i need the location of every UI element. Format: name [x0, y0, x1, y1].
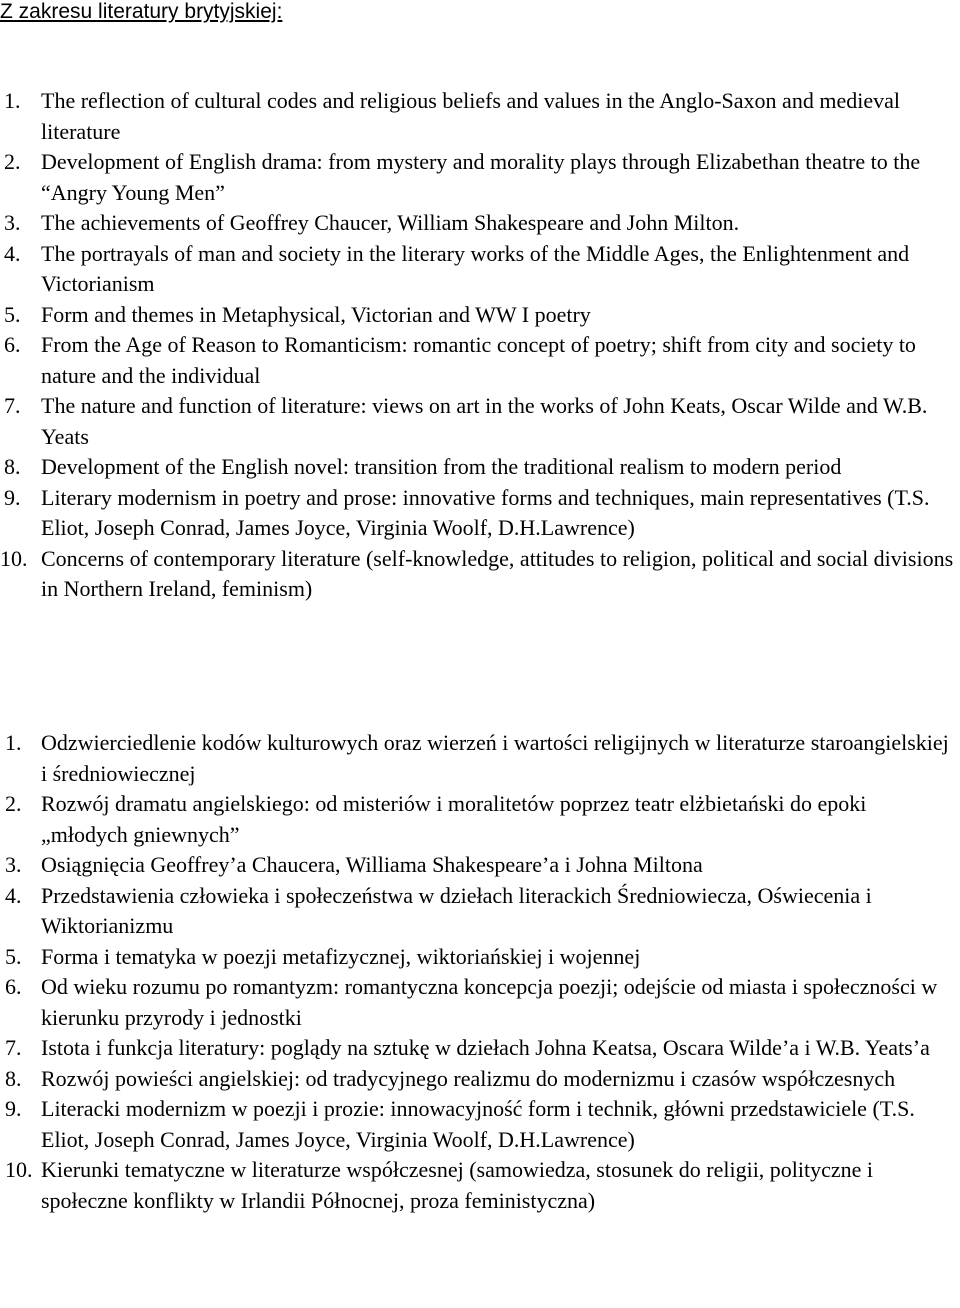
item-number: 4.: [4, 240, 21, 266]
item-number: 8.: [5, 1065, 22, 1091]
list-item: [0, 942, 958, 973]
item-number: 2.: [4, 149, 21, 174]
item-text: Istota i funkcja literatury: poglądy na sztukę w dziełach Johna Keatsa, Oscara Wilde’a i W.B. Yeats’a: [41, 1035, 930, 1060]
list-item: [0, 391, 958, 452]
item-number: 5.: [5, 943, 22, 969]
item-text: The portrayals of man and society in the literary works of the Middle Ages, the Enlightenment and Victorianism: [41, 240, 910, 296]
item-text: Forma i tematyka w poezji metafizycznej, wiktoriańskiej i wojennej: [41, 943, 641, 969]
item-number: 6.: [5, 974, 22, 999]
list-item: [0, 147, 958, 208]
list-item: [0, 330, 958, 391]
list-item: [0, 881, 958, 942]
item-text: Od wieku rozumu po romantyzm: romantyczna koncepcja poezji; odejście od miasta i społeczności w kierunku przyrody i jednostki: [41, 974, 938, 1030]
item-number: 9.: [4, 484, 21, 510]
list-item: [0, 1033, 958, 1064]
item-text: Rozwój powieści angielskiej: od tradycyjnego realizmu do modernizmu i czasów współczesnych: [41, 1065, 896, 1091]
item-number: 8.: [4, 454, 21, 479]
list-item: [0, 86, 958, 147]
item-text: The reflection of cultural codes and religious beliefs and values in the Anglo-Saxon and medieval literature: [41, 88, 900, 144]
item-text: Literacki modernizm w poezji i prozie: innowacyjność form i technik, główni przedstawiciele (T.S. Eliot, Joseph Conrad, James Joyce, Virginia Woolf, D.H.Lawrence): [41, 1096, 915, 1152]
item-number: 7.: [5, 1035, 22, 1060]
item-number: 2.: [5, 791, 22, 816]
item-text: Przedstawienia człowieka i społeczeństwa w dziełach literackich Średniowiecza, Oświecenia i Wiktorianizmu: [41, 882, 872, 938]
list-item: [0, 300, 958, 331]
page-heading: Z zakresu literatury brytyjskiej:: [0, 0, 283, 23]
item-text: Concerns of contemporary literature (self-knowledge, attitudes to religion, political and social divisions in Northern Ireland, feminism): [41, 545, 954, 601]
item-text: Development of the English novel: transition from the traditional realism to modern period: [41, 454, 842, 479]
item-text: Development of English drama: from mystery and morality plays through Elizabethan theatre to the “Angry Young Men”: [41, 149, 921, 205]
item-number: 3.: [5, 852, 22, 877]
item-number: 1.: [4, 88, 21, 113]
item-number: 4.: [5, 882, 22, 908]
item-text: Odzwierciedlenie kodów kulturowych oraz wierzeń i wartości religijnych w literaturze staroangielskiej i średniowiecznej: [41, 730, 949, 786]
list-item: [0, 1094, 958, 1155]
item-number: 9.: [5, 1096, 22, 1121]
item-number: 6.: [4, 332, 21, 357]
list-item: [0, 728, 958, 789]
item-text: The achievements of Geoffrey Chaucer, William Shakespeare and John Milton.: [41, 210, 740, 235]
item-number: 7.: [4, 393, 21, 418]
item-number: 5.: [4, 301, 21, 327]
item-text: From the Age of Reason to Romanticism: romantic concept of poetry; shift from city and society to nature and the individual: [41, 332, 916, 388]
list-item: [0, 483, 958, 544]
english-topic-list: [0, 86, 958, 605]
item-text: Form and themes in Metaphysical, Victorian and WW I poetry: [41, 301, 591, 327]
item-text: Osiągnięcia Geoffrey’a Chaucera, Williama Shakespeare’a i Johna Miltona: [41, 852, 703, 877]
list-item: [0, 452, 958, 483]
item-text: Rozwój dramatu angielskiego: od misteriów i moralitetów poprzez teatr elżbietański do epoki „młodych gniewnych”: [41, 791, 867, 847]
item-number: 3.: [4, 210, 21, 235]
item-number: 1.: [5, 730, 22, 755]
list-item: [0, 544, 958, 605]
item-number: 10.: [5, 1157, 33, 1182]
item-text: The nature and function of literature: views on art in the works of John Keats, Oscar Wilde and W.B. Yeats: [41, 393, 928, 449]
polish-topic-list: [0, 728, 958, 1216]
list-item: [0, 1064, 958, 1095]
item-text: Kierunki tematyczne w literaturze współczesnej (samowiedza, stosunek do religii, polityczne i społeczne konflikty w Irlandii Północnej, proza feministyczna): [41, 1157, 874, 1213]
list-item: [0, 1155, 958, 1216]
list-item: [0, 850, 958, 881]
list-item: [0, 239, 958, 300]
list-item: [0, 208, 958, 239]
item-number: 10.: [0, 545, 28, 571]
item-text: Literary modernism in poetry and prose: innovative forms and techniques, main representatives (T.S. Eliot, Joseph Conrad, James Joyce, Virginia Woolf, D.H.Lawrence): [41, 484, 930, 540]
list-item: [0, 789, 958, 850]
list-item: [0, 972, 958, 1033]
